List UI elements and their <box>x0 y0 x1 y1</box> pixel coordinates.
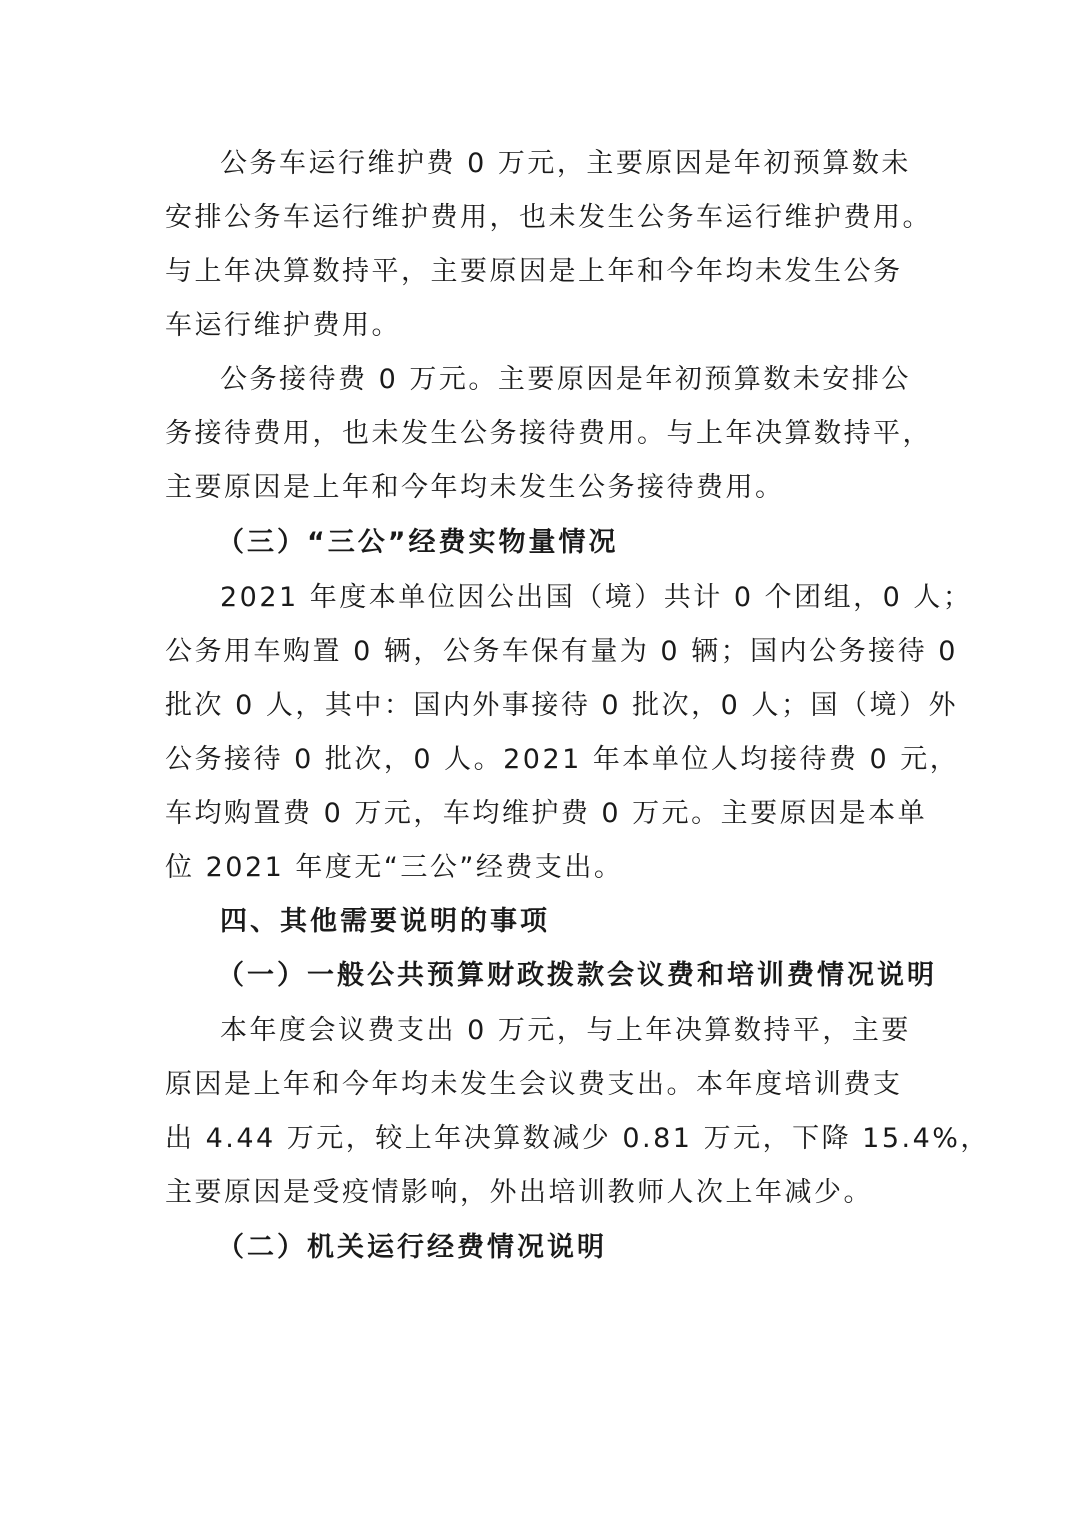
paragraph-line: 与上年决算数持平，主要原因是上年和今年均未发生公务 <box>165 256 903 287</box>
subsection-heading-2: （二）机关运行经费情况说明 <box>217 1232 607 1263</box>
paragraph-line: 批次 0 人，其中：国内外事接待 0 批次，0 人；国（境）外 <box>165 690 958 721</box>
paragraph-line: 务接待费用，也未发生公务接待费用。与上年决算数持平， <box>165 418 932 449</box>
paragraph-line: 本年度会议费支出 0 万元，与上年决算数持平，主要 <box>220 1015 911 1046</box>
paragraph-line: 出 4.44 万元，较上年决算数减少 0.81 万元，下降 15.4%， <box>165 1123 990 1154</box>
paragraph-line: 安排公务车运行维护费用，也未发生公务车运行维护费用。 <box>165 202 932 233</box>
paragraph-line: 车运行维护费用。 <box>165 310 401 341</box>
paragraph-line: 主要原因是受疫情影响，外出培训教师人次上年减少。 <box>165 1177 873 1208</box>
section-heading-4: 四、其他需要说明的事项 <box>220 906 550 937</box>
paragraph-line: 公务接待费 0 万元。主要原因是年初预算数未安排公 <box>220 364 911 395</box>
paragraph-line: 公务车运行维护费 0 万元，主要原因是年初预算数未 <box>220 148 911 179</box>
paragraph-line: 公务接待 0 批次，0 人。2021 年本单位人均接待费 0 元， <box>165 744 960 775</box>
paragraph-line: 车均购置费 0 万元，车均维护费 0 万元。主要原因是本单 <box>165 798 928 829</box>
paragraph-line: 主要原因是上年和今年均未发生公务接待费用。 <box>165 472 785 503</box>
subsection-heading-1: （一）一般公共预算财政拨款会议费和培训费情况说明 <box>217 960 937 991</box>
paragraph-line: 原因是上年和今年均未发生会议费支出。本年度培训费支 <box>165 1069 903 1100</box>
paragraph-line: 位 2021 年度无“三公”经费支出。 <box>165 852 624 883</box>
paragraph-line: 公务用车购置 0 辆，公务车保有量为 0 辆；国内公务接待 0 <box>165 636 958 667</box>
section-heading-3: （三）“三公”经费实物量情况 <box>217 527 619 558</box>
paragraph-line: 2021 年度本单位因公出国（境）共计 0 个团组，0 人； <box>220 582 973 613</box>
